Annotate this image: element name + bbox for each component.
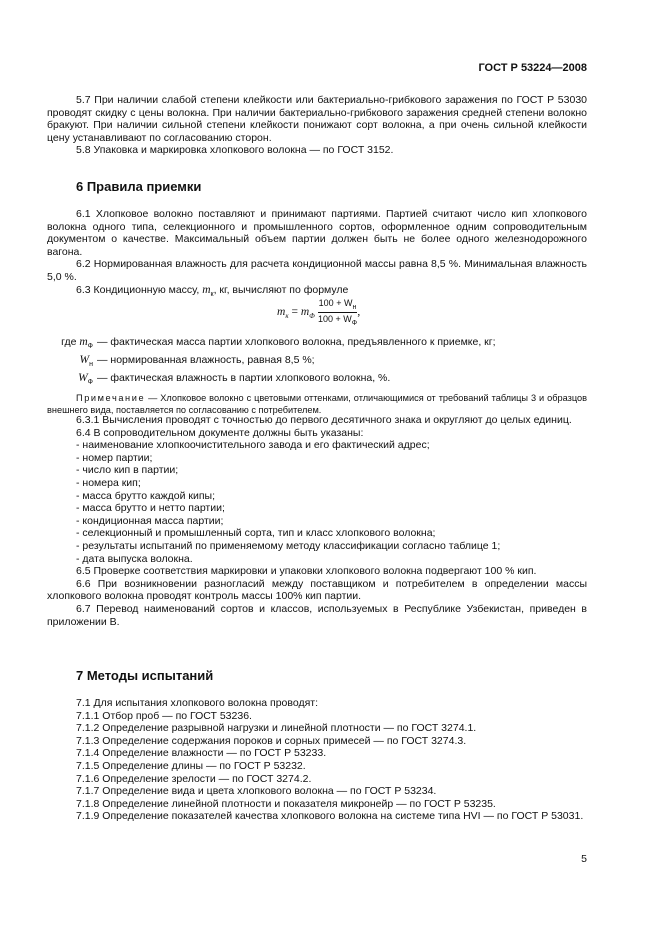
clause-6-3-1-block <box>47 414 587 628</box>
list-item: 7.1.1 Отбор проб — по ГОСТ 53236. <box>76 709 252 722</box>
legend-sym: W <box>79 353 90 366</box>
legend-sym: m <box>79 336 88 348</box>
denominator-sub: Ф <box>351 319 358 327</box>
clause-7-1-9: 7.1.9 Определение показателей качества хлопкового волокна на системе типа HVI — по ГОСТ Р 53031. <box>76 810 584 823</box>
section-6-heading: 6 Правила приемки <box>76 179 202 194</box>
formula-denominator <box>318 313 358 327</box>
list-item: - номер партии; <box>76 451 153 464</box>
list-item: 7.1.8 Определение линейной плотности и показателя микронейр — по ГОСТ Р 53235. <box>76 797 496 810</box>
clause-5-7-block <box>47 94 587 157</box>
formula-legend <box>47 336 607 390</box>
list-item: - селекционный и промышленный сорта, тип и класс хлопкового волокна; <box>76 527 436 540</box>
legend-symbol <box>47 354 93 372</box>
legend-text: — фактическая влажность в партии хлопкового волокна, %. <box>97 371 391 384</box>
note <box>47 393 587 416</box>
list-item: 7.1.3 Определение содержания пороков и сорных примесей — по ГОСТ 3274.3. <box>76 734 467 747</box>
list-item: - номера кип; <box>76 476 141 489</box>
list-item: - результаты испытаний по применяемому методу классификации согласно таблице 1; <box>76 539 501 552</box>
list-item: - масса брутто и нетто партии; <box>76 502 225 515</box>
clause-5-7: 5.7 При наличии слабой степени клейкости или бактериально-грибкового заражения по ГОСТ Р 53030 проводят скидку с цены волокна. При наличии бактериально-грибкового заражения средней степени волокно бракуют. При наличии сильной степени клейкости понижают сорт волокна, а при очень сильной клейкости цену устанавливают по согласованию сторон. <box>47 94 587 144</box>
legend-sub: Ф <box>87 378 93 386</box>
clause-6-3-text-a: 6.3 Кондиционную массу, <box>76 283 203 296</box>
denominator-text: 100 + W <box>317 313 352 324</box>
list-item: 7.1.2 Определение разрывной нагрузки и линейной плотности — по ГОСТ 3274.1. <box>76 722 477 735</box>
formula-lhs-sub: к <box>285 312 289 321</box>
legend-sub: Ф <box>87 343 93 351</box>
note-label: Примечание <box>76 393 146 404</box>
clause-6-7: 6.7 Перевод наименований сортов и классов, используемых в Республике Узбекистан, приведен в приложении В. <box>47 602 587 628</box>
clause-6-1-block <box>47 208 587 301</box>
document-header: ГОСТ Р 53224—2008 <box>478 62 587 74</box>
list-item: - дата выпуска волокна. <box>76 552 193 565</box>
list-item: 7.1.4 Определение влажности — по ГОСТ Р 53233. <box>76 747 327 760</box>
clause-6-6: 6.6 При возникновении разногласий между поставщиком и потребителем в определении массы хлопкового волокна проводят контроль массы 100% кип партии. <box>47 577 587 603</box>
list-item: 7.1 Для испытания хлопкового волокна проводят: <box>76 697 319 709</box>
formula-comma: , <box>357 305 361 318</box>
legend-row <box>47 336 607 354</box>
mass-symbol: m <box>202 283 211 296</box>
formula-equals: = <box>288 305 301 318</box>
list-item: - масса брутто каждой кипы; <box>76 489 216 502</box>
clause-6-3-text-b: , кг, вычисляют по формуле <box>213 283 349 296</box>
clause-6-3-1: 6.3.1 Вычисления проводят с точностью до первого десятичного знака и округляют до целых единиц. <box>76 414 572 426</box>
conditioned-mass-formula <box>277 298 360 327</box>
legend-prefix: где <box>61 336 80 348</box>
clause-6-4: 6.4 В сопроводительном документе должны быть указаны: <box>76 426 364 439</box>
formula-fraction <box>317 298 361 327</box>
section-6-heading-wrap <box>47 179 587 194</box>
list-item: - кондиционная масса партии; <box>76 514 224 527</box>
numerator-sub: н <box>352 303 357 311</box>
legend-text: — фактическая масса партии хлопкового волокна, предъявленного к приемке, кг; <box>97 336 496 348</box>
page-number: 5 <box>581 853 587 865</box>
clause-6-5: 6.5 Проверке соответствия маркировки и упаковки хлопкового волокна подвергают 100 % кип. <box>76 565 537 578</box>
formula-m-sub: Ф <box>309 312 315 321</box>
section-7-heading-wrap <box>47 668 587 683</box>
clause-6-1: 6.1 Хлопковое волокно поставляют и принимают партиями. Партией считают число кип хлопкового волокна одного типа, селекционного и промышленного сортов, оформленное одним сопроводительным документом о качестве. Максимальный объем партии должен быть не более одного железнодорожного вагона. <box>47 208 587 258</box>
section-7-heading: 7 Методы испытаний <box>76 668 214 683</box>
clause-5-8: 5.8 Упаковка и маркировка хлопкового волокна — по ГОСТ 3152. <box>76 144 394 157</box>
note-text: — Хлопковое волокно с цветовыми оттенками, отличающимися от требований таблицы 3 и образцов внешнего вида, поставляется по согласованию с потребителем. <box>47 393 587 415</box>
clause-6-2: 6.2 Нормированная влажность для расчета кондиционной массы равна 8,5 %. Минимальная влажность 5,0 %. <box>47 258 587 283</box>
legend-text: — нормированная влажность, равная 8,5 %; <box>97 353 315 366</box>
formula-m: m <box>300 305 310 318</box>
formula-lhs: m <box>277 305 286 318</box>
legend-sym: W <box>78 371 88 384</box>
legend-symbol <box>47 336 93 354</box>
formula-numerator <box>318 298 358 313</box>
mass-symbol-sub: к <box>210 290 214 298</box>
section-7-body <box>47 697 587 823</box>
list-item: - число кип в партии; <box>76 464 179 477</box>
list-item: 7.1.7 Определение вида и цвета хлопкового волокна — по ГОСТ Р 53234. <box>76 785 437 798</box>
list-item: - наименование хлопкоочистительного завода и его фактический адрес; <box>76 439 430 452</box>
list-item: 7.1.5 Определение длины — по ГОСТ Р 53232. <box>76 759 306 772</box>
legend-sub: н <box>89 360 93 368</box>
list-item: 7.1.6 Определение зрелости — по ГОСТ 3274.2. <box>76 772 312 785</box>
legend-row <box>47 354 607 372</box>
numerator-text: 100 + W <box>318 298 353 308</box>
